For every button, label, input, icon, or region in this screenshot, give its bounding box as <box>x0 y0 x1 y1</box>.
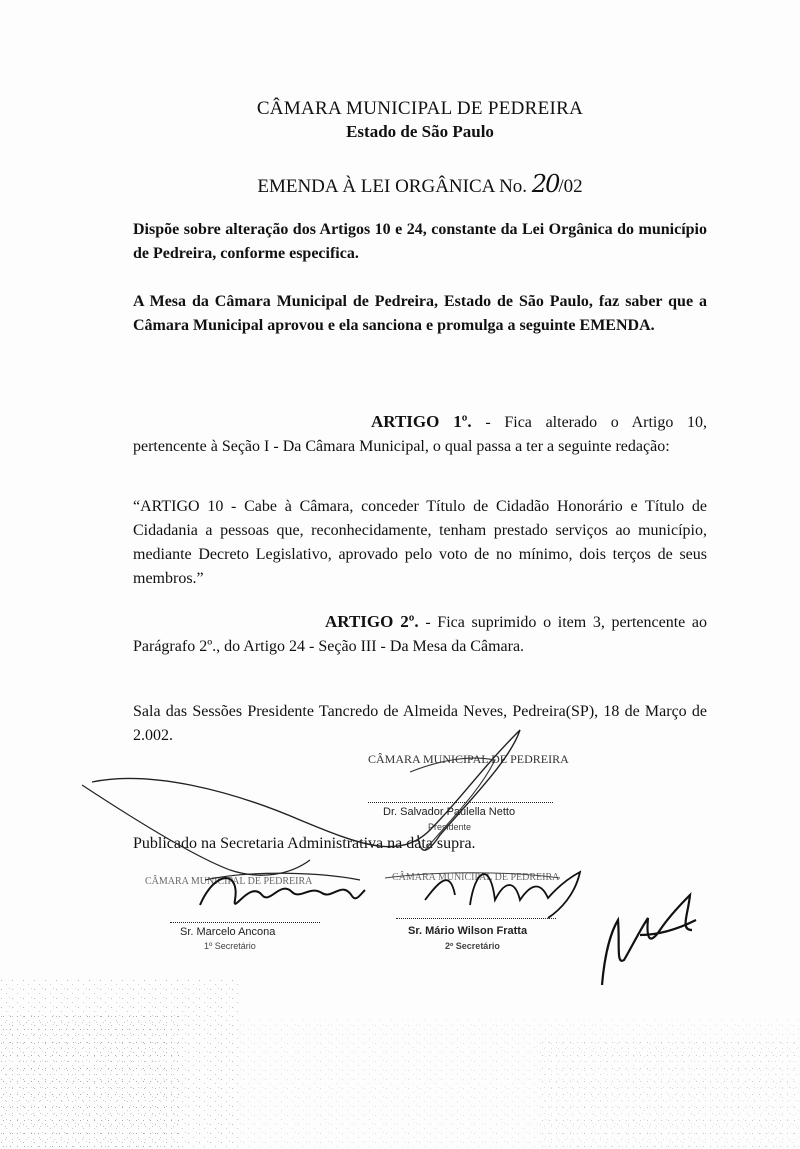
second-secretary-name: Sr. Mário Wilson Fratta <box>408 925 528 937</box>
amendment-title-suffix: /02 <box>558 176 583 197</box>
amendment-number-handwritten: 20 <box>531 170 559 198</box>
first-secretary-role: 1º Secretário <box>204 941 256 951</box>
article-1 <box>133 410 707 459</box>
quoted-article-10: “ARTIGO 10 - Cabe à Câmara, conceder Título de Cidadão Honorário e Título de Cidadania a pessoas que, reconhecidamente, tenham prestado serviços ao município, mediante Decreto Legislativo, aprovado pelo voto de no mínimo, dois terços de seus membros.” <box>133 498 707 587</box>
second-secretary-stamp: CÂMARA MUNICIPAL DE PEDREIRA <box>392 872 560 883</box>
scan-noise <box>0 960 800 1149</box>
amendment-title-prefix: EMENDA À LEI ORGÂNICA No. <box>257 176 528 197</box>
closing-paragraph: Sala das Sessões Presidente Tancredo de Almeida Neves, Pedreira(SP), 18 de Março de 2.002. <box>133 703 707 744</box>
chamber-title: CÂMARA MUNICIPAL DE PEDREIRA <box>256 98 584 119</box>
summary-paragraph: Dispõe sobre alteração dos Artigos 10 e 24, constante da Lei Orgânica do município de Pedreira, conforme especifica. <box>133 221 707 262</box>
first-secretary-name: Sr. Marcelo Ancona <box>180 926 276 938</box>
president-signature-line <box>368 802 553 803</box>
state-subtitle: Estado de São Paulo <box>346 122 494 141</box>
first-secretary-stamp: CÂMARA MUNICIPAL DE PEDREIRA <box>145 876 313 887</box>
article-1-text: - Fica alterado o Artigo 10, pertencente à Seção I - Da Câmara Municipal, o qual passa a ter a seguinte redação: <box>133 414 708 455</box>
second-secretary-role: 2º Secretário <box>445 941 500 951</box>
article-2-label: ARTIGO 2º. <box>325 612 419 631</box>
amendment-title <box>0 170 800 198</box>
first-secretary-signature-line <box>170 922 320 923</box>
article-2 <box>133 610 707 659</box>
article-2-text: - Fica suprimido o item 3, pertencente ao Parágrafo 2º., do Artigo 24 - Seção III - Da Mesa da Câmara. <box>133 614 708 655</box>
president-stamp: CÂMARA MUNICIPAL DE PEDREIRA <box>368 752 569 766</box>
preamble-paragraph: A Mesa da Câmara Municipal de Pedreira, Estado de São Paulo, faz saber que a Câmara Municipal aprovou e ela sanciona e promulga a seguinte EMENDA. <box>133 293 707 334</box>
article-1-label: ARTIGO 1º. <box>371 412 472 431</box>
publication-note: Publicado na Secretaria Administrativa na data supra. <box>133 835 476 852</box>
president-name: Dr. Salvador Paulella Netto <box>383 806 516 818</box>
president-signature-stroke-2 <box>82 785 310 875</box>
second-secretary-signature-line <box>396 918 556 919</box>
president-role: Presidente <box>428 822 472 832</box>
